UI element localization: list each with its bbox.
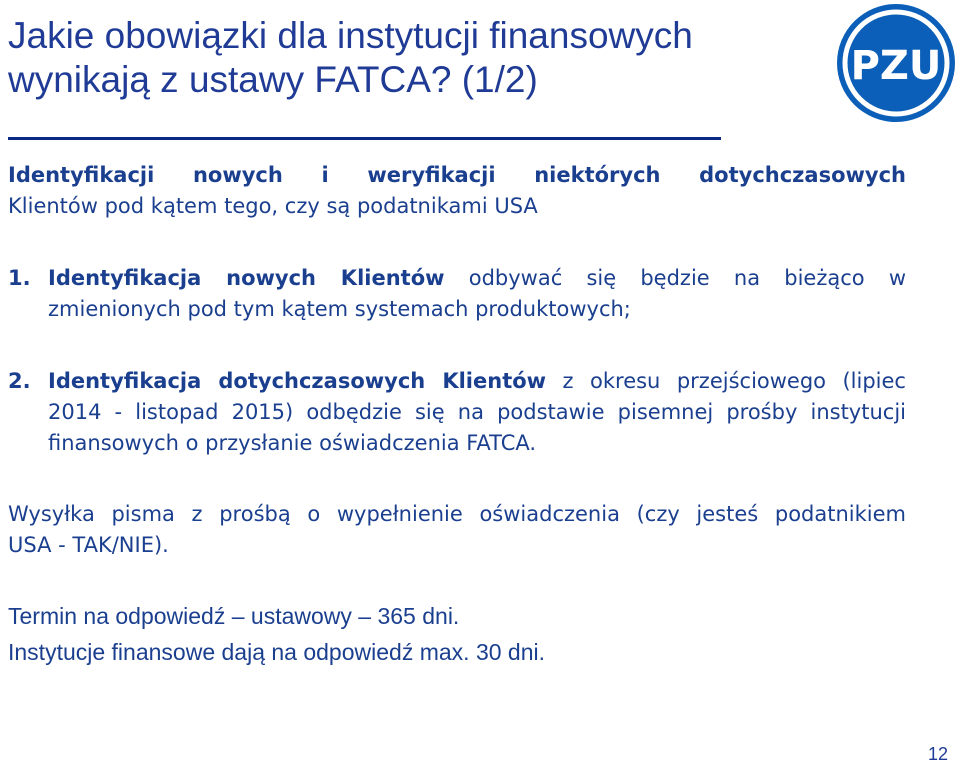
mailing-paragraph (8, 499, 906, 561)
intro-rest-text: Klientów pod kątem tego, czy są podatnikami USA (8, 194, 538, 218)
slide-title-line-1: Jakie obowiązki dla instytucji finansowych (8, 15, 693, 56)
list-item-2 (8, 366, 906, 459)
pzu-logo-text: PZU (850, 43, 942, 89)
intro-bold-text: Identyfikacji nowych i weryfikacji niektórych dotychczasowych (8, 163, 906, 187)
mailing-line-1: Wysyłka pisma z prośbą o wypełnienie oświadczenia (czy jesteś podatnikiem (8, 502, 906, 526)
title-underline (8, 137, 721, 140)
list-item-2-text-line-3: finansowych o przysłanie oświadczenia FATCA. (48, 431, 537, 455)
deadlines-paragraph (8, 598, 906, 670)
list-item-2-bold: Identyfikacja dotychczasowych Klientów (48, 369, 547, 393)
mailing-line-2: USA - TAK/NIE). (8, 533, 169, 557)
list-item-1-text-line-1: odbywać się będzie na bieżąco w (444, 266, 906, 290)
deadline-statutory: Termin na odpowiedź – ustawowy – 365 dni. (8, 603, 460, 629)
slide-title (8, 14, 788, 102)
list-item-2-number: 2. (8, 369, 31, 393)
list-item-2-text-line-1: z okresu przejściowego (lipiec (546, 369, 906, 393)
list-item-2-text-line-2: 2014 - listopad 2015) odbędzie się na podstawie pisemnej prośby instytucji (48, 400, 906, 424)
pzu-logo (836, 3, 956, 123)
list-item-1-number: 1. (8, 266, 31, 290)
deadline-institutions: Instytucje finansowe dają na odpowiedź max. 30 dni. (8, 639, 545, 665)
slide-title-line-2: wynikają z ustawy FATCA? (1/2) (8, 59, 538, 100)
intro-paragraph (8, 160, 906, 222)
page-number: 12 (927, 744, 948, 764)
list-item-1 (8, 263, 906, 325)
list-item-1-text-line-2: zmienionych pod tym kątem systemach produktowych; (48, 297, 631, 321)
list-item-1-bold: Identyfikacja nowych Klientów (48, 266, 445, 290)
